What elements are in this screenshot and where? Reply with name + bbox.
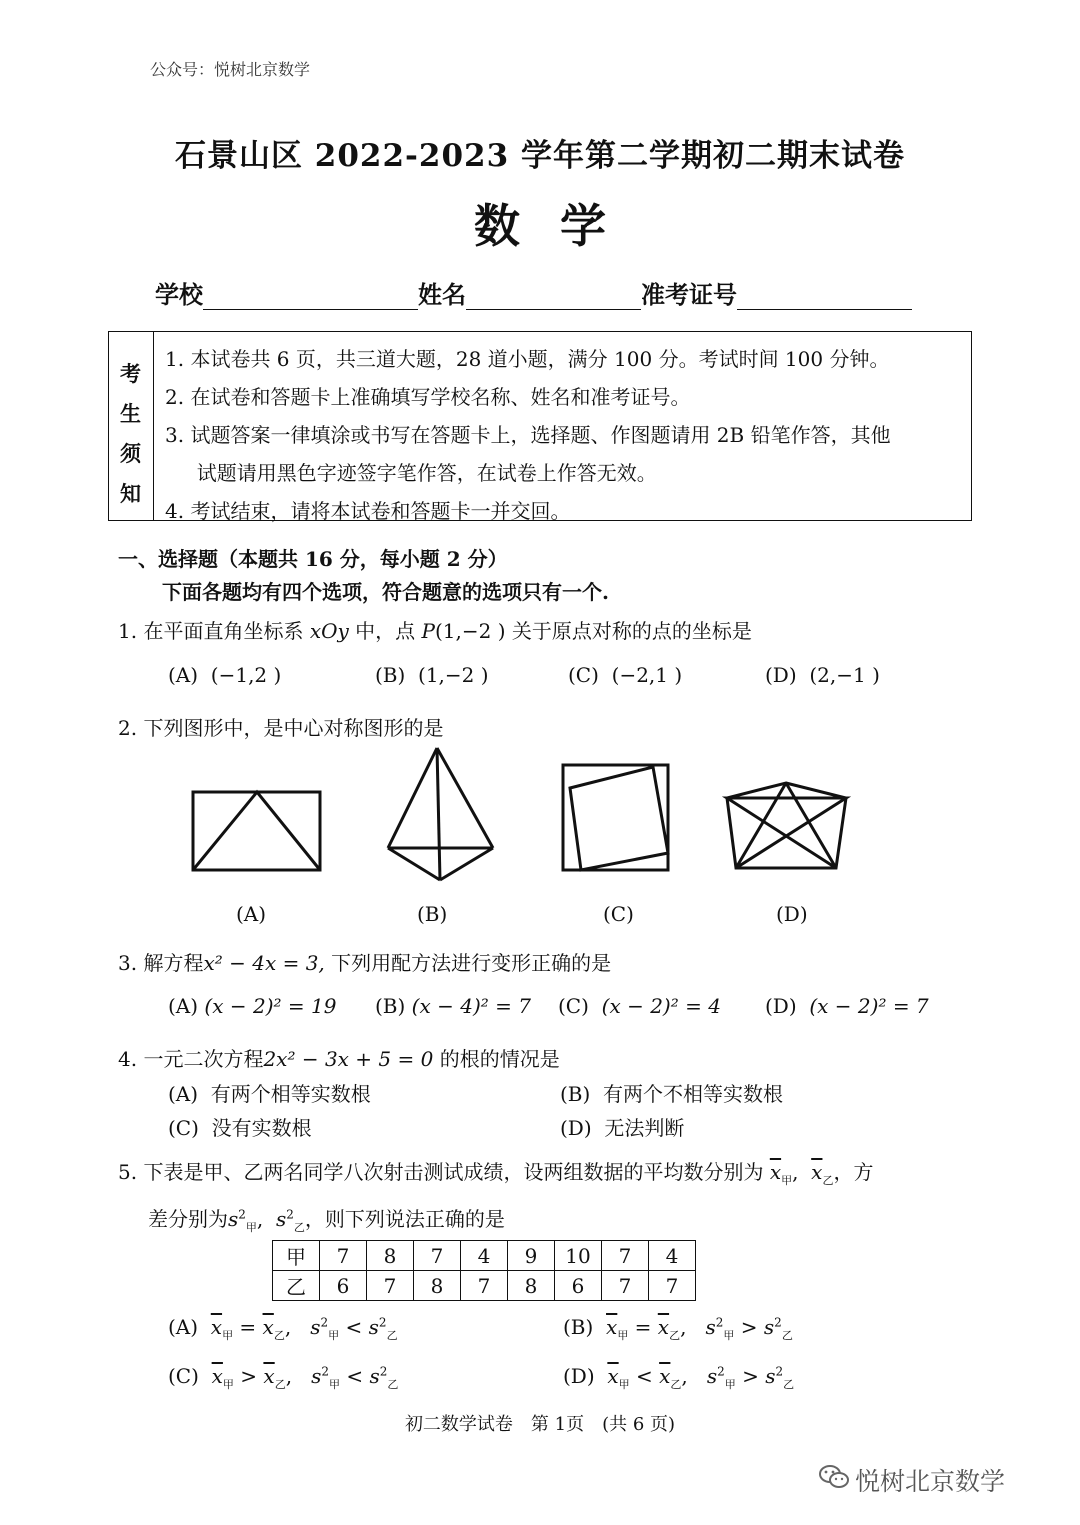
table-cell: 7 [461, 1271, 508, 1301]
notice-item: 3. 试题答案一律填涂或书写在答题卡上，选择题、作图题请用 2B 铅笔作答，其他 [165, 423, 891, 447]
table-cell: 7 [602, 1271, 649, 1301]
question-5-stem-line1: 5. 下表是甲、乙两名同学八次射击测试成绩，设两组数据的平均数分别为 $\overline{x}_甲$, $\overline{x}_乙$，方 [118, 1160, 874, 1187]
exam-title: 石景山区 2022-2023 学年第二学期初二期末试卷 [174, 138, 905, 174]
section-instruction: 下面各题均有四个选项，符合题意的选项只有一个. [162, 580, 609, 604]
q1-option-b[interactable]: (B) (1,−2 ) [375, 663, 489, 687]
table-cell: 4 [649, 1241, 696, 1271]
exam-id-label: 准考证号 [641, 280, 737, 309]
table-cell: 8 [414, 1271, 461, 1301]
q4-option-b[interactable]: (B) 有两个不相等实数根 [560, 1082, 784, 1106]
q1-point: P [421, 619, 435, 643]
q5-option-d[interactable]: (D) $\overline{x}_甲 < \overline{x}_乙$, $s^2_甲 > s^2_乙$ [563, 1364, 795, 1391]
question-2-stem: 2. 下列图形中，是中心对称图形的是 [118, 716, 444, 740]
table-cell: 7 [602, 1241, 649, 1271]
notice-label-char: 考 [120, 361, 141, 386]
name-label: 姓名 [418, 280, 466, 309]
figure-c-nested-squares[interactable] [563, 765, 668, 870]
notice-label-char: 知 [120, 481, 141, 506]
figure-label-d: (D) [776, 902, 808, 926]
figure-b-tetrahedron[interactable] [388, 748, 493, 880]
table-cell: 7 [414, 1241, 461, 1271]
q5-option-b[interactable]: (B) $\overline{x}_甲 = \overline{x}_乙$, $s^2_甲 > s^2_乙$ [563, 1315, 793, 1342]
table-cell: 6 [320, 1271, 367, 1301]
table-cell: 8 [367, 1241, 414, 1271]
figure-a-rectangle-triangle[interactable] [193, 792, 320, 870]
school-label: 学校 [155, 280, 203, 309]
q2-figures [180, 740, 870, 885]
table-cell: 10 [555, 1241, 602, 1271]
q1-var: xOy [309, 619, 349, 643]
section-heading: 一、选择题（本题共 16 分，每小题 2 分） [118, 547, 508, 571]
q5-option-c[interactable]: (C) $\overline{x}_甲 > \overline{x}_乙$, $s^2_甲 < s^2_乙$ [168, 1364, 399, 1391]
q3-option-a[interactable]: (A) (x − 2)² = 19 [168, 994, 337, 1018]
row-header-yi: 乙 [273, 1271, 320, 1301]
notice-label [109, 332, 154, 520]
row-header-jia: 甲 [273, 1241, 320, 1271]
table-cell: 8 [508, 1271, 555, 1301]
q4-equation: 2x² − 3x + 5 = 0 [263, 1047, 434, 1071]
figure-d-pentagon-star[interactable] [727, 783, 846, 868]
subject-title: 数学 [474, 199, 646, 253]
q4-option-d[interactable]: (D) 无法判断 [560, 1116, 685, 1140]
q1-text: 中，点 [355, 619, 416, 643]
q3-option-d[interactable]: (D) (x − 2)² = 7 [765, 994, 929, 1018]
notice-label-char: 生 [120, 401, 141, 426]
q3-equation: x² − 4x = 3, [203, 951, 325, 975]
watermark-text: 悦树北京数学 [855, 1467, 1006, 1496]
q1-text: (1,−2 ) 关于原点对称的点的坐标是 [434, 619, 752, 643]
notice-item: 1. 本试卷共 6 页，共三道大题，28 道小题，满分 100 分。考试时间 100 分钟。 [165, 347, 890, 371]
q1-option-d[interactable]: (D) (2,−1 ) [765, 663, 880, 687]
q1-text: 1. 在平面直角坐标系 [118, 619, 304, 643]
q3-option-b[interactable]: (B) (x − 4)² = 7 [375, 994, 531, 1018]
figure-label-b: (B) [417, 902, 448, 926]
table-row [273, 1241, 696, 1271]
page-footer: 初二数学试卷 第 1页 (共 6 页) [404, 1414, 676, 1435]
notice-item: 2. 在试卷和答题卡上准确填写学校名称、姓名和准考证号。 [165, 385, 691, 409]
q1-option-c[interactable]: (C) (−2,1 ) [568, 663, 683, 687]
question-4-stem: 4. 一元二次方程2x² − 3x + 5 = 0 的根的情况是 [118, 1047, 560, 1071]
notice-item: 试题请用黑色字迹签字笔作答，在试卷上作答无效。 [165, 461, 657, 485]
q5-option-a[interactable]: (A) $\overline{x}_甲 = \overline{x}_乙$, $s^2_甲 < s^2_乙$ [168, 1315, 398, 1342]
notice-items [165, 340, 891, 530]
q4-option-c[interactable]: (C) 没有实数根 [168, 1116, 312, 1140]
q3-option-c[interactable]: (C) (x − 2)² = 4 [558, 994, 721, 1018]
table-cell: 7 [367, 1271, 414, 1301]
exam-id-blank[interactable] [737, 285, 912, 310]
school-blank[interactable] [203, 285, 418, 310]
exam-notice-box [108, 331, 972, 521]
question-3-stem: 3. 解方程x² − 4x = 3, 下列用配方法进行变形正确的是 [118, 951, 612, 975]
table-cell: 9 [508, 1241, 555, 1271]
q5-score-table [272, 1240, 696, 1301]
q4-option-a[interactable]: (A) 有两个相等实数根 [168, 1082, 371, 1106]
table-cell: 4 [461, 1241, 508, 1271]
student-info-fields [155, 275, 912, 310]
table-row [273, 1271, 696, 1301]
notice-item: 4. 考试结束，请将本试卷和答题卡一并交回。 [165, 499, 571, 523]
header-source: 公众号：悦树北京数学 [150, 60, 311, 79]
wechat-icon [818, 1463, 850, 1491]
table-cell: 6 [555, 1271, 602, 1301]
table-cell: 7 [649, 1271, 696, 1301]
name-blank[interactable] [466, 285, 641, 310]
figure-label-c: (C) [603, 902, 634, 926]
figure-label-a: (A) [236, 902, 267, 926]
question-1-stem [118, 615, 752, 644]
question-5-stem-line2: 差分别为$s^2_甲$, $s^2_乙$，则下列说法正确的是 [148, 1207, 505, 1234]
table-cell: 7 [320, 1241, 367, 1271]
notice-label-char: 须 [120, 441, 141, 466]
q1-option-a[interactable]: (A) (−1,2 ) [168, 663, 282, 687]
